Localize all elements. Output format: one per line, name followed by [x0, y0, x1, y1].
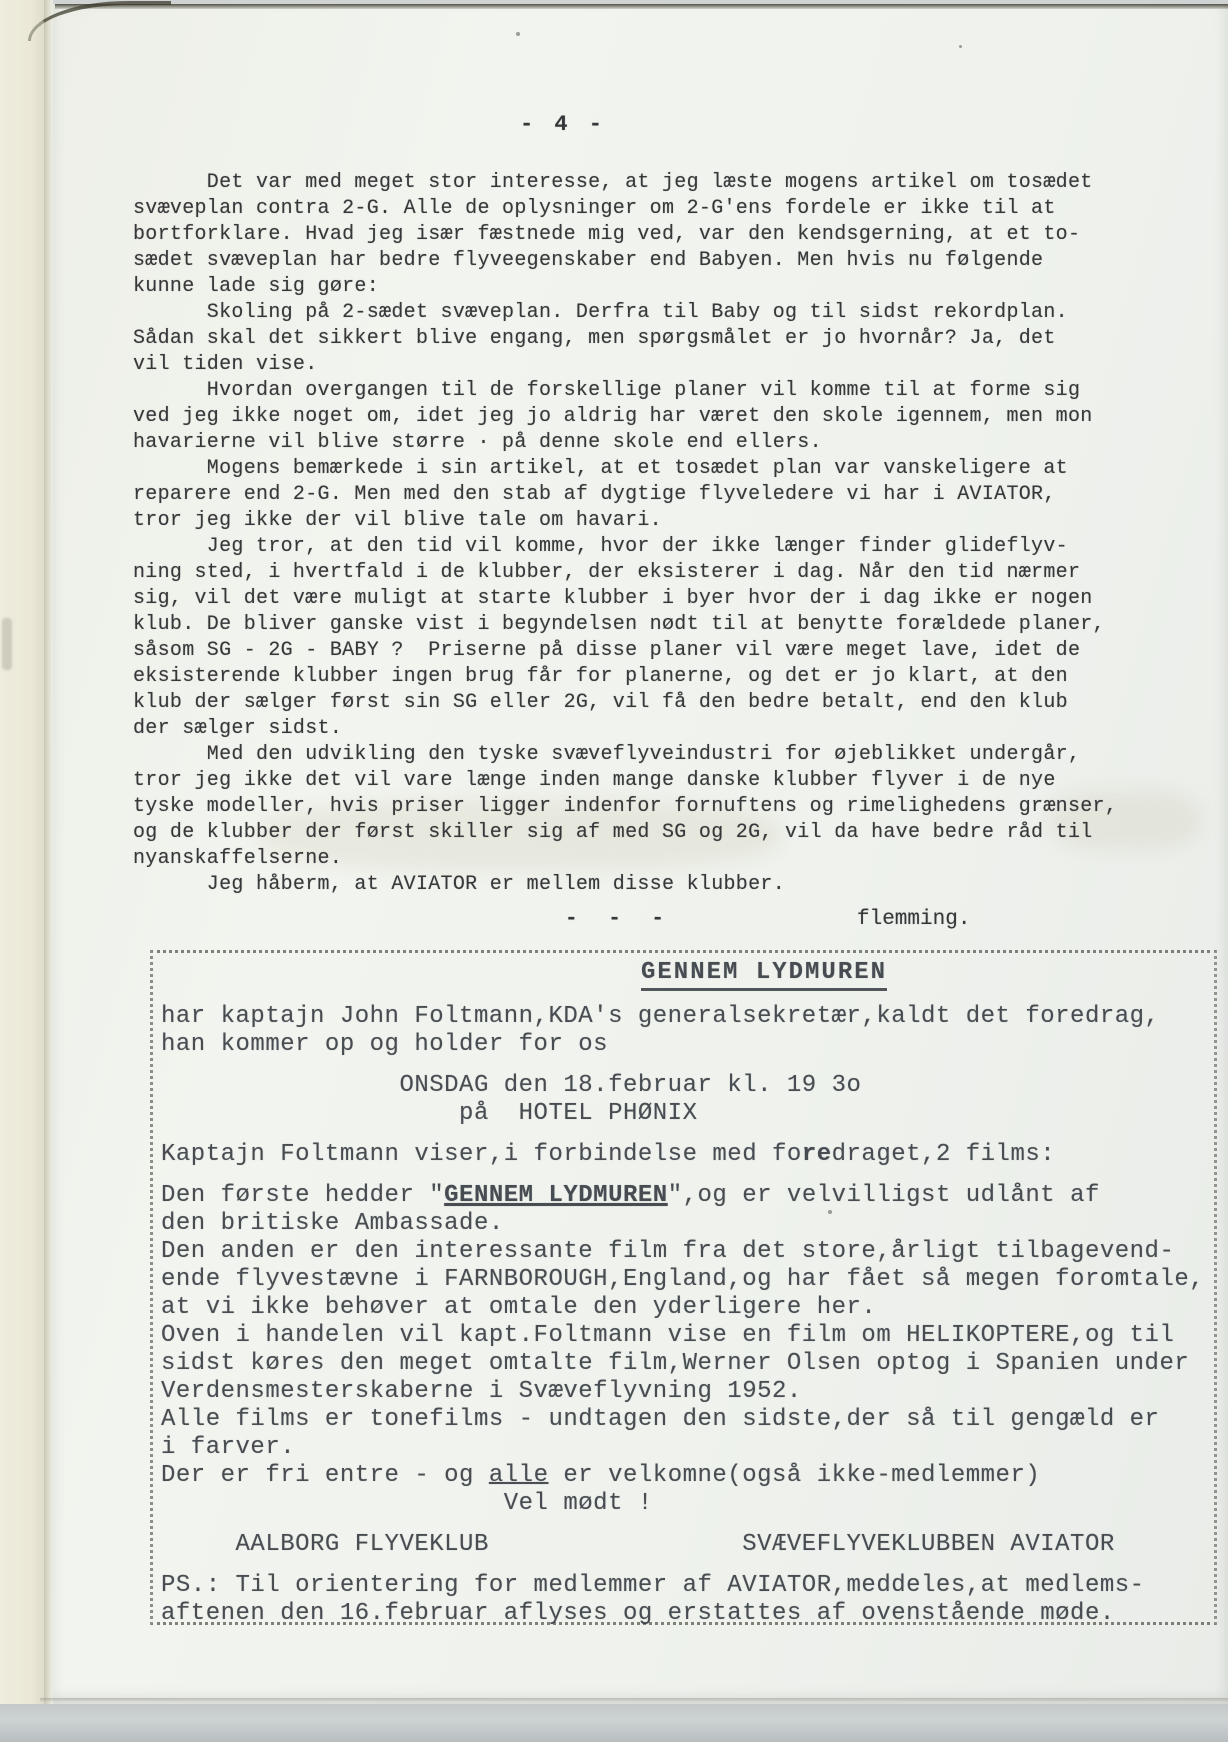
notice-line: Den anden er den interessante film fra det store,årligt tilbagevend-: [161, 1238, 1175, 1265]
page-number: - 4 -: [520, 112, 607, 137]
scan-speck: [959, 45, 962, 48]
notice-line: har kaptajn John Foltmann,KDA's generalsekretær,kaldt det foredrag,: [161, 1003, 1160, 1030]
article-line: tyske modeller, hvis priser ligger indenfor fornuftens og rimelighedens grænser,: [133, 795, 1118, 818]
author-signature: flemming.: [857, 908, 971, 931]
article-line: havarierne vil blive større · på denne skole end ellers.: [133, 431, 822, 454]
scan-smudge: [2, 618, 12, 670]
article-line: Det var med meget stor interesse, at jeg læste mogens artikel om tosædet: [133, 171, 1093, 194]
article-line: svæveplan contra 2-G. Alle de oplysninger om 2-G'ens fordele er ikke til at: [133, 197, 1056, 220]
article-line: eksisterende klubber ingen brug får for planerne, og det er jo klart, at den: [133, 665, 1068, 688]
notice-line: han kommer op og holder for os: [161, 1031, 609, 1058]
divider-row: [133, 908, 1143, 938]
article-line: vil tiden vise.: [133, 353, 318, 376]
article-line: tror jeg ikke der vil blive tale om havari.: [133, 509, 662, 532]
article-text: [133, 170, 1143, 898]
article-line: bortforklare. Hvad jeg især fæstnede mig ved, var den kendsgerning, at et to-: [133, 223, 1081, 246]
notice-title: GENNEM LYDMUREN: [641, 959, 887, 991]
notice-line: Oven i handelen vil kapt.Foltmann vise en film om HELIKOPTERE,og til: [161, 1322, 1175, 1349]
page-edge-strip: [0, 0, 44, 1712]
notice-line: AALBORG FLYVEKLUB SVÆVEFLYVEKLUBBEN AVIATOR: [161, 1531, 1115, 1558]
article-line: tror jeg ikke det vil vare længe inden mange danske klubber flyver i de nye: [133, 769, 1056, 792]
notice-line: [161, 1128, 1214, 1141]
article-line: ved jeg ikke noget om, idet jeg jo aldrig har været den skole igennem, men mon: [133, 405, 1093, 428]
article-line: Mogens bemærkede i sin artikel, at et tosædet plan var vanskeligere at: [133, 457, 1068, 480]
article-line: Jeg tror, at den tid vil komme, hvor der ikke længer finder glideflyv-: [133, 535, 1068, 558]
notice-line: [161, 1169, 1214, 1182]
notice-line: Verdensmesterskaberne i Svæveflyvning 1952.: [161, 1378, 802, 1405]
section-divider: - - -: [565, 908, 674, 931]
notice-line: ONSDAG den 18.februar kl. 19 3o: [161, 1072, 862, 1099]
notice-body: [161, 1003, 1214, 1628]
paper-bottom-edge: [40, 1698, 1228, 1702]
notice-line: Alle films er tonefilms - undtagen den sidste,der så til gengæld er: [161, 1406, 1160, 1433]
article-line: Skoling på 2-sædet svæveplan. Derfra til Baby og til sidst rekordplan.: [133, 301, 1068, 324]
notice-line: PS.: Til orientering for medlemmer af AVIATOR,meddeles,at medlems-: [161, 1572, 1145, 1599]
article-line: klub der sælger først sin SG eller 2G, vil få den bedre betalt, end den klub: [133, 691, 1068, 714]
article-line: nyanskaffelserne.: [133, 847, 343, 870]
article-line: kunne lade sig gøre:: [133, 275, 380, 298]
notice-line: Den første hedder "GENNEM LYDMUREN",og er velvilligst udlånt af: [161, 1182, 1100, 1209]
scanner-background: [0, 1704, 1228, 1742]
notice-line: [161, 1559, 1214, 1572]
notice-line: den britiske Ambassade.: [161, 1210, 504, 1237]
notice-box: [150, 950, 1217, 1625]
notice-line: Kaptajn Foltmann viser,i forbindelse med foredraget,2 films:: [161, 1141, 1056, 1168]
article-line: sig, vil det være muligt at starte klubber i byer hvor der i dag ikke er nogen: [133, 587, 1093, 610]
page-top-edge: [55, 4, 1228, 9]
notice-line: [161, 1518, 1214, 1531]
notice-line: ende flyvestævne i FARNBOROUGH,England,og har fået så megen foromtale,: [161, 1266, 1205, 1293]
article-line: og de klubber der først skiller sig af med SG og 2G, vil da have bedre råd til: [133, 821, 1093, 844]
article-line: der sælger sidst.: [133, 717, 343, 740]
notice-line: i farver.: [161, 1434, 296, 1461]
notice-line: [161, 1059, 1214, 1072]
notice-line: Vel mødt !: [161, 1490, 653, 1517]
article-line: sædet svæveplan har bedre flyveegenskaber end Babyen. Men hvis nu følgende: [133, 249, 1044, 272]
notice-line: aftenen den 16.februar aflyses og erstattes af ovenstående møde.: [161, 1600, 1115, 1627]
article-line: Hvordan overgangen til de forskellige planer vil komme til at forme sig: [133, 379, 1081, 402]
article-line: ning sted, i hvertfald i de klubber, der eksisterer i dag. Når den tid nærmer: [133, 561, 1081, 584]
article-line: reparere end 2-G. Men med den stab af dygtige flyveledere vi har i AVIATOR,: [133, 483, 1056, 506]
page-binding-seam: [44, 0, 53, 1712]
article-line: Med den udvikling den tyske svæveflyveindustri for øjeblikket undergår,: [133, 743, 1081, 766]
article-line: Sådan skal det sikkert blive engang, men spørgsmålet er jo hvornår? Ja, det: [133, 327, 1056, 350]
notice-line: sidst køres den meget omtalte film,Werner Olsen optog i Spanien under: [161, 1350, 1190, 1377]
notice-line: at vi ikke behøver at omtale den yderligere her.: [161, 1294, 877, 1321]
notice-line: Der er fri entre - og alle er velkomne(også ikke-medlemmer): [161, 1462, 1041, 1489]
article-line: klub. De bliver ganske vist i begyndelsen nødt til at benytte forældede planer,: [133, 613, 1105, 636]
notice-line: på HOTEL PHØNIX: [161, 1100, 698, 1127]
article-line: såsom SG - 2G - BABY ? Priserne på disse planer vil være meget lave, idet de: [133, 639, 1081, 662]
article-line: Jeg håberm, at AVIATOR er mellem disse klubber.: [133, 873, 786, 896]
scan-speck: [516, 32, 520, 36]
notice-title-row: [161, 959, 1214, 1003]
